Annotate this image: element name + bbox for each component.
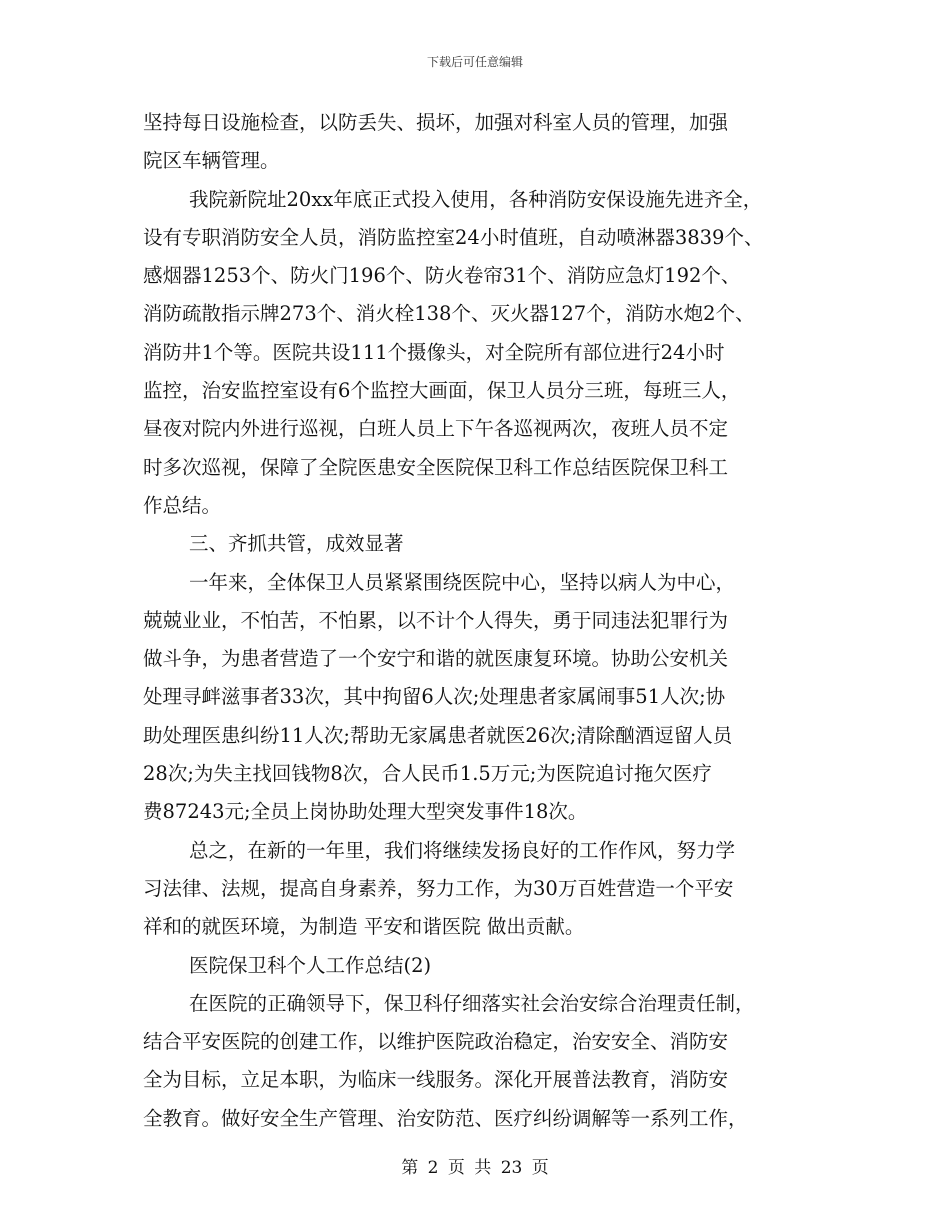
text-line: 作总结。: [143, 493, 222, 517]
text-line: 一年来，全体保卫人员紧紧围绕医院中心，坚持以病人为中心，: [189, 570, 736, 594]
text-line: 时多次巡视，保障了全院医患安全医院保卫科工作总结医院保卫科工: [143, 455, 729, 479]
text-line: 全教育。做好安全生产管理、治安防范、医疗纠纷调解等一系列工作，: [143, 1106, 748, 1130]
text-line: 习法律、法规，提高自身素养，努力工作，为30万百姓营造一个平安: [143, 876, 734, 900]
text-line: 感烟器1253个、防火门196个、防火卷帘31个、消防应急灯192个、: [143, 264, 741, 288]
section-heading: 医院保卫科个人工作总结(2): [189, 953, 432, 977]
text-line: 监控，治安监控室设有6个监控大画面，保卫人员分三班，每班三人，: [143, 379, 741, 403]
text-line: 昼夜对院内外进行巡视，白班人员上下午各巡视两次，夜班人员不定: [143, 417, 729, 441]
page-header: 下载后可任意编辑: [426, 55, 523, 69]
text-line: 在医院的正确领导下，保卫科仔细落实社会治安综合治理责任制，: [189, 991, 755, 1015]
text-line: 结合平安医院的创建工作，以维护医院政治稳定，治安安全、消防安: [143, 1030, 729, 1054]
text-line: 院区车辆管理。: [143, 149, 280, 173]
text-line: 坚持每日设施检查，以防丢失、损坏，加强对科室人员的管理，加强: [143, 111, 729, 134]
text-line: 28次;为失主找回钱物8次，合人民币1.5万元;为医院追讨拖欠医疗: [143, 762, 712, 786]
text-line: 我院新院址20xx年底正式投入使用，各种消防安保设施先进齐全，: [189, 187, 763, 211]
document-body: [143, 104, 823, 1138]
page-number-footer: 第 2 页 共 23 页: [401, 1158, 549, 1178]
text-line: 设有专职消防安全人员，消防监控室24小时值班，自动喷淋器3839个、: [143, 225, 764, 249]
text-line: 祥和的就医环境，为制造 平安和谐医院 做出贡献。: [143, 915, 585, 939]
text-line: 消防井1个等。医院共设111个摄像头，对全院所有部位进行24小时: [143, 340, 725, 364]
text-line: 消防疏散指示牌273个、消火栓138个、灭火器127个，消防水炮2个、: [143, 302, 755, 326]
text-line: 处理寻衅滋事者33次，其中拘留6人次;处理患者家属闹事51人次;协: [143, 685, 726, 709]
text-line: 全为目标，立足本职，为临床一线服务。深化开展普法教育，消防安: [143, 1068, 729, 1092]
text-line: 费87243元;全员上岗协助处理大型突发事件18次。: [143, 800, 588, 824]
section-heading: 三、齐抓共管，成效显著: [189, 532, 404, 556]
text-line: 总之，在新的一年里，我们将继续发扬良好的工作作风，努力学: [189, 838, 736, 862]
text-line: 做斗争，为患者营造了一个安宁和谐的就医康复环境。协助公安机关: [143, 647, 729, 671]
text-line: 兢兢业业，不怕苦，不怕累，以不计个人得失，勇于同违法犯罪行为: [143, 608, 729, 632]
text-line: 助处理医患纠纷11人次;帮助无家属患者就医26次;清除酗酒逗留人员: [143, 723, 733, 747]
